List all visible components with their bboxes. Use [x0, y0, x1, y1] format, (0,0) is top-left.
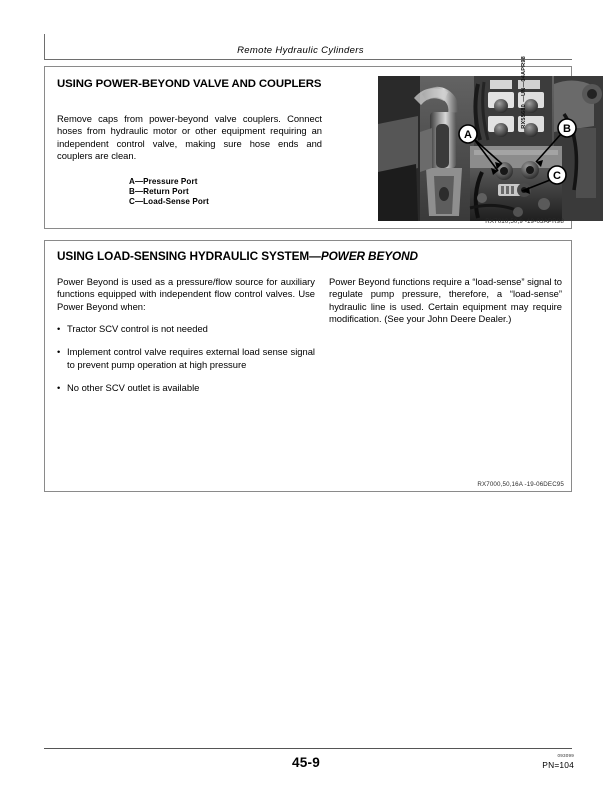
list-item: • Tractor SCV control is not needed [57, 323, 315, 335]
article-2-right-text: Power Beyond functions require a “load-sense” signal to regulate pump pressure, therefore, a “load-sense” hydraulic line is used. Certain equipment may require modification. (See your John Deere Dealer.) [329, 276, 562, 325]
article-2-bullet-list [57, 323, 315, 406]
photo-graphic [378, 76, 603, 221]
photo-date-code: —UN—04APR98 [521, 56, 527, 102]
article-load-sensing-system [44, 240, 572, 492]
footer-identifier [542, 752, 574, 769]
article-2-left-intro: Power Beyond is used as a pressure/flow source for auxiliary functions equipped with independent flow control valves. Use Power Beyond when: [57, 276, 315, 312]
footer-date-code: 093099 [557, 753, 574, 758]
svg-text:A: A [464, 129, 472, 141]
article-2-heading-prefix: USING LOAD-SENSING HYDRAULIC SYSTEM— [57, 249, 321, 263]
article-1-callout-legend [129, 177, 209, 208]
hydraulic-coupler-photo [378, 76, 603, 221]
page-number: 45-9 [291, 755, 320, 770]
legend-item-b: B—Return Port [129, 187, 189, 197]
article-2-heading-italic: POWER BEYOND [320, 249, 418, 263]
photo-id-code: RX55680 [521, 104, 527, 129]
footer-divider [44, 748, 572, 749]
article-1-body-text: Remove caps from power-beyond valve couplers. Connect hoses from hydraulic motor or other equipment requiring an independent control valve, making sure hose ends and couplers are clean. [57, 113, 322, 162]
article-2-source-caption: RX7000,50,16A -19-06DEC95 [477, 481, 564, 488]
header-title: Remote Hydraulic Cylinders [237, 45, 364, 56]
article-power-beyond-valve [44, 66, 572, 229]
footer-pn-code: PN=104 [542, 760, 574, 770]
article-2-heading [57, 250, 557, 264]
list-item: • Implement control valve requires external load sense signal to prevent pump operation at high pressure [57, 346, 315, 371]
legend-item-c: C—Load-Sense Port [129, 197, 209, 207]
article-1-heading: USING POWER-BEYOND VALVE AND COUPLERS [57, 78, 322, 90]
running-header [44, 34, 572, 60]
article-1-source-caption: RX7010,50,9 -19-03APR98 [485, 218, 564, 225]
svg-text:B: B [563, 123, 571, 135]
legend-item-a: A—Pressure Port [129, 177, 198, 186]
list-item: • No other SCV outlet is available [57, 382, 315, 394]
svg-text:C: C [553, 170, 561, 182]
